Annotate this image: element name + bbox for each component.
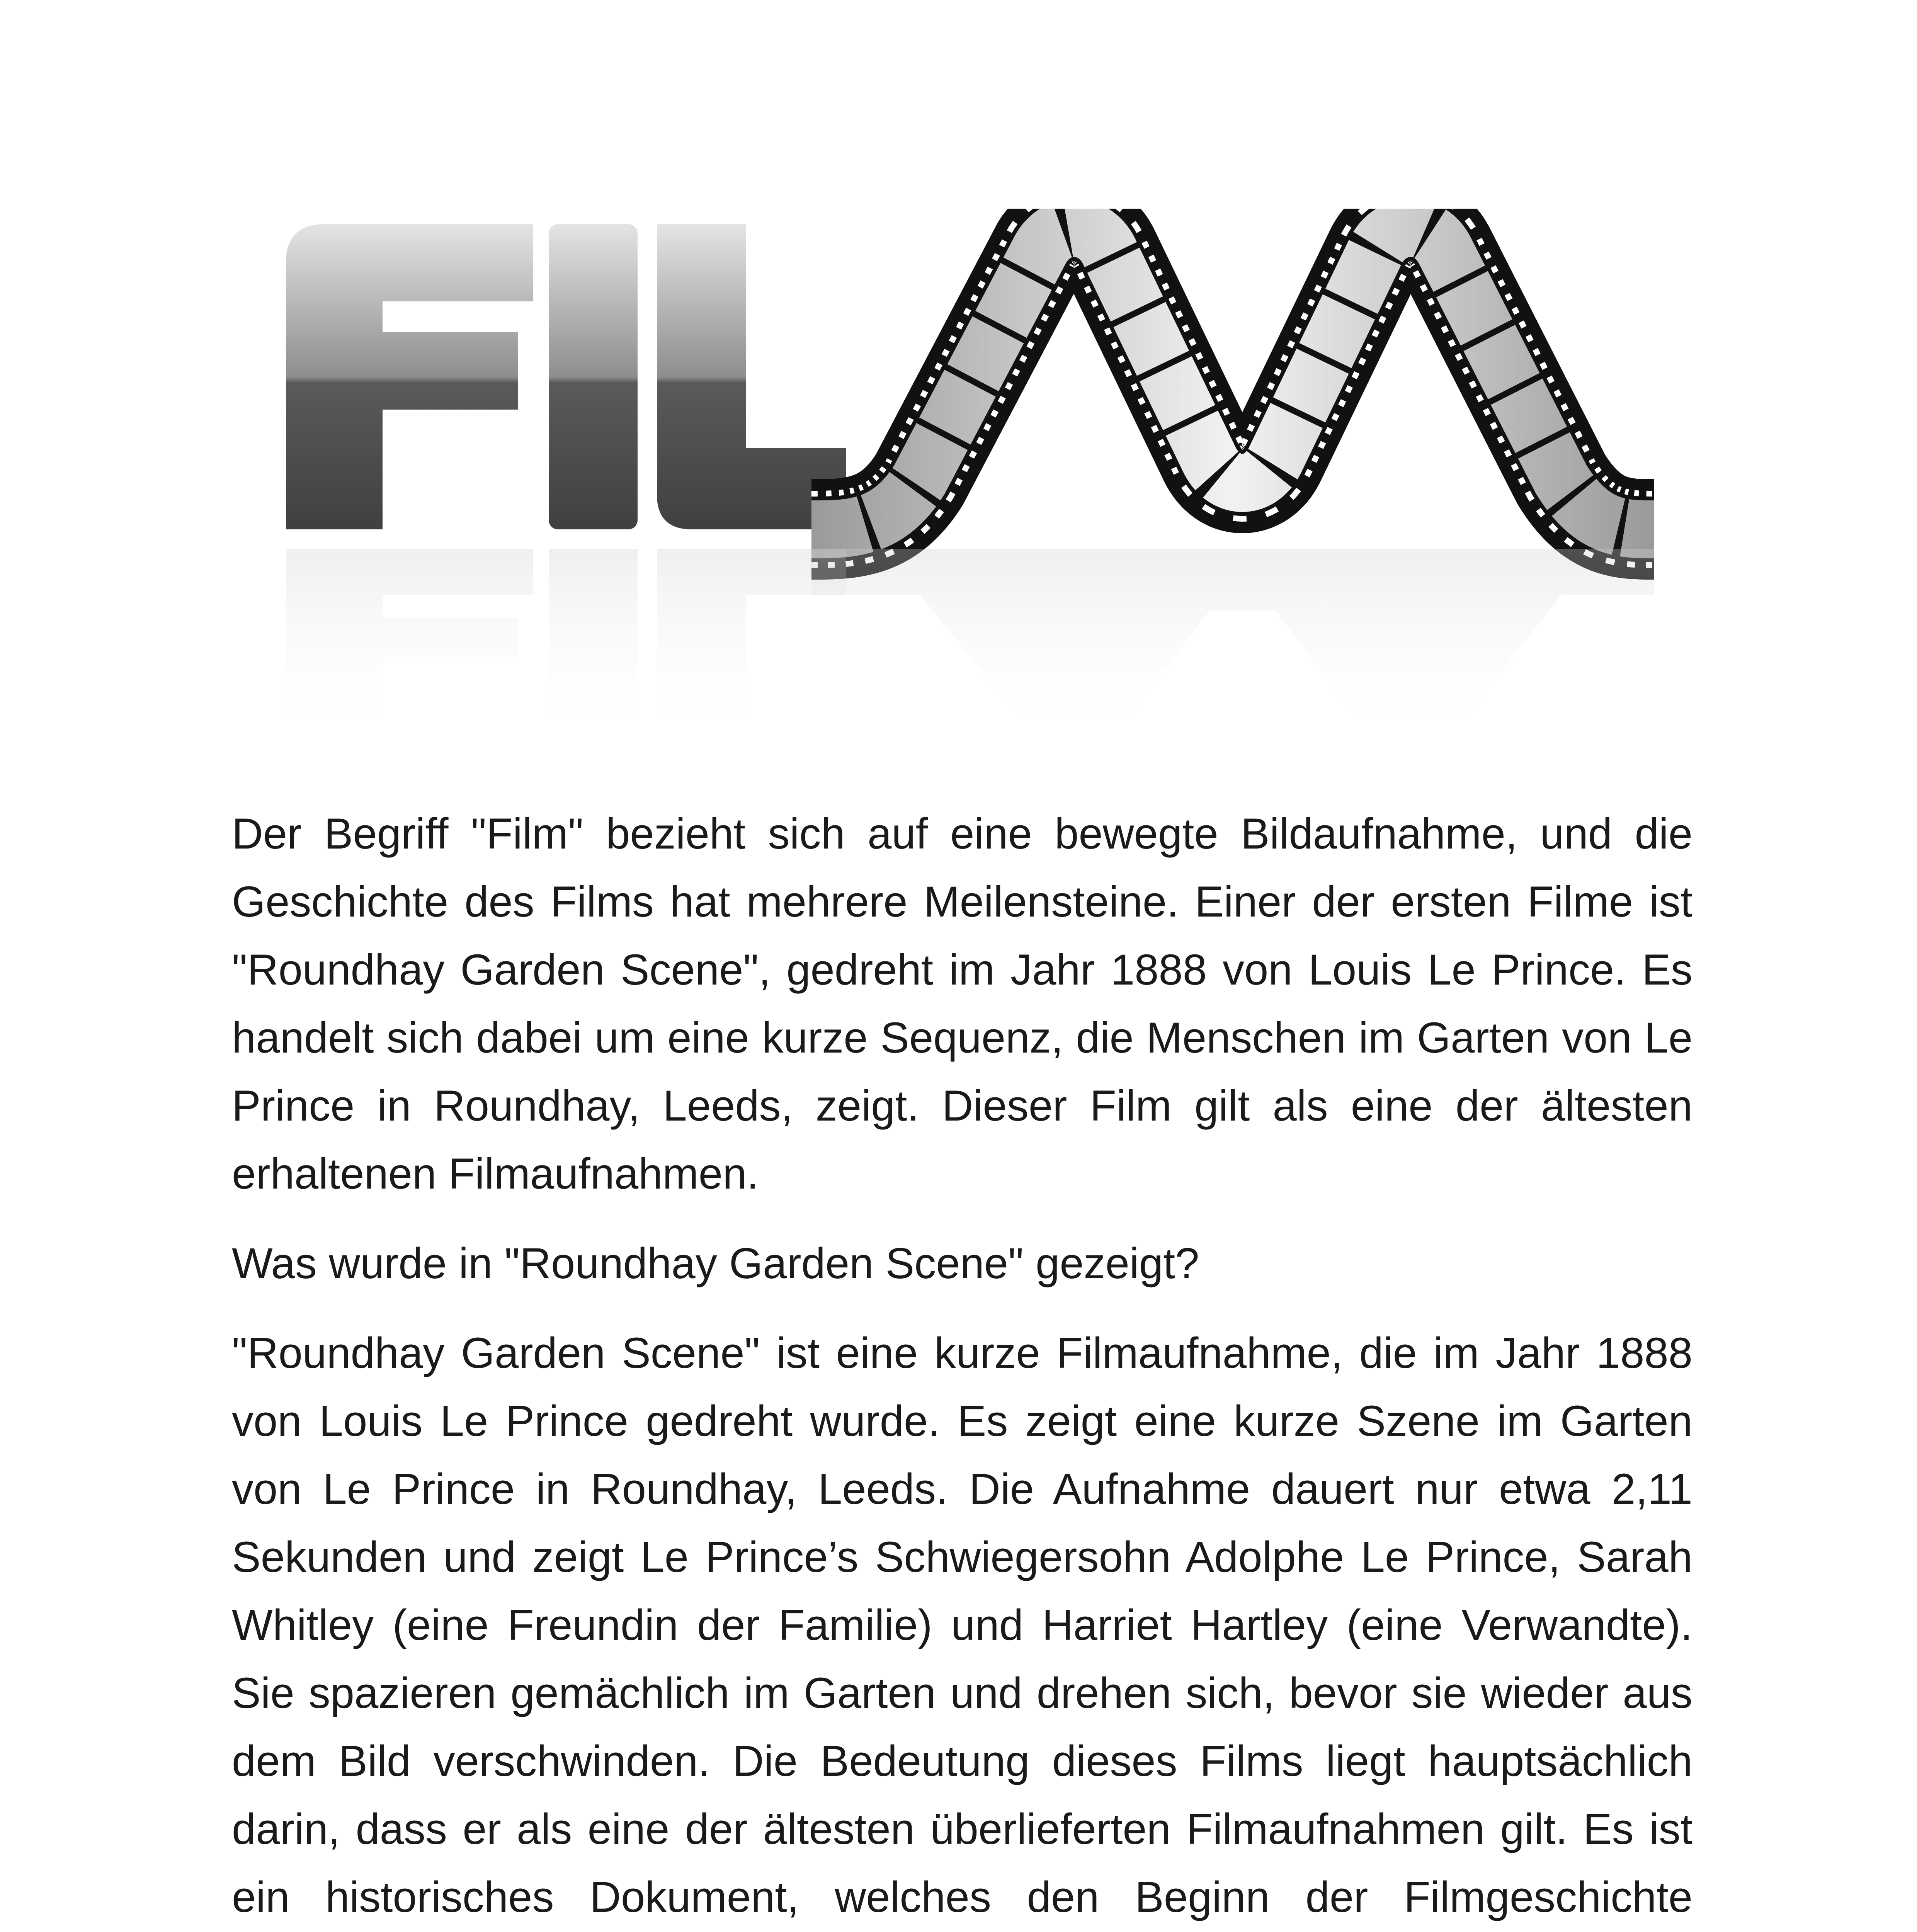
paragraph-question: Was wurde in "Roundhay Garden Scene" gezeigt? [232, 1239, 1199, 1287]
film-logo [286, 209, 1662, 742]
body-text [232, 800, 1692, 1932]
film-strip-icon [286, 209, 1662, 742]
paragraph-intro: Der Begriff "Film" bezieht sich auf eine bewegte Bildaufnahme, und die Geschichte des Films hat mehrere Meilensteine. Einer der ersten Filme ist "Roundhay Garden Scene", gedreht im Jahr 1888 von Louis Le Prince. Es handelt sich dabei um eine kurze Sequenz, die Menschen im Garten von Le Prince in Roundhay, Leeds, zeigt. Dieser Film gilt als eine der ältesten erhaltenen Filmaufnahmen. [232, 810, 1692, 1198]
paragraph-answer: "Roundhay Garden Scene" ist eine kurze Filmaufnahme, die im Jahr 1888 von Louis Le Prince gedreht wurde. Es zeigt eine kurze Szene im Garten von Le Prince in Roundhay, Leeds. Die Aufnahme dauert nur etwa 2,11 Sekunden und zeigt Le Prince’s Schwiegersohn Adolphe Le Prince, Sarah Whitley (eine Freundin der Familie) und Harriet Hartley (eine Verwandte). Sie spazieren gemächlich im Garten und drehen sich, bevor sie wieder aus dem Bild verschwinden. Die Bedeutung dieses Films liegt hauptsächlich darin, dass er als eine der ältesten überlieferten Filmaufnahmen gilt. Es ist ein historisches Dokument, welches den Beginn der Filmgeschichte [232, 1329, 1692, 1921]
